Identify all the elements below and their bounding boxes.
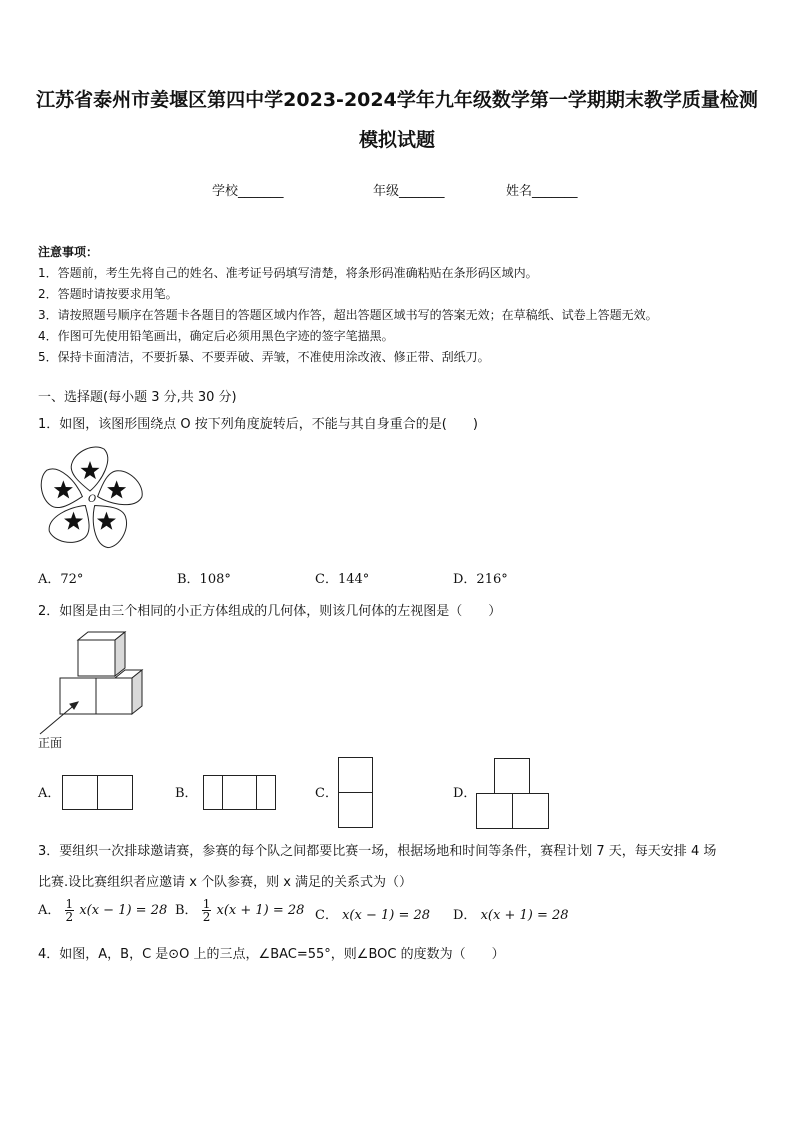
- fraction: $\frac{1}{2}$: [202, 897, 211, 924]
- q2-option-b[interactable]: B．: [175, 786, 198, 801]
- q3-option-label: C．: [315, 908, 338, 923]
- q2-option-a-figure: [62, 775, 134, 811]
- question-3-line2: 比赛.设比赛组织者应邀请 x 个队参赛，则 x 满足的关系式为（）: [38, 875, 413, 890]
- q3-option-c[interactable]: [315, 907, 430, 925]
- q2-option-d-figure: [476, 758, 550, 830]
- q3-option-d[interactable]: [453, 907, 569, 925]
- page-title: 江苏省泰州市姜堰区第四中学2023-2024学年九年级数学第一学期期末教学质量检测: [36, 89, 758, 111]
- q2-option-c-figure: [338, 757, 374, 829]
- q1-option-c[interactable]: C．144°: [315, 572, 370, 587]
- q1-option-b[interactable]: B．108°: [177, 572, 231, 587]
- cube-solid-figure: [38, 630, 158, 740]
- school-field: 学校_______: [212, 184, 284, 199]
- q2-option-b-figure: [203, 775, 277, 811]
- page-subtitle: 模拟试题: [358, 129, 435, 151]
- q1-option-d[interactable]: D．216°: [453, 572, 508, 587]
- pinwheel-figure: [38, 446, 142, 552]
- q2-option-a[interactable]: A．: [38, 786, 61, 801]
- q3-option-b[interactable]: [175, 898, 304, 923]
- center-point-label: O: [88, 494, 97, 505]
- fraction: $\frac{1}{2}$: [65, 897, 74, 924]
- notice-item: 4．作图可先使用铅笔画出，确定后必须用黑色字迹的签字笔描黑。: [38, 329, 394, 343]
- q2-option-d[interactable]: D．: [453, 786, 477, 801]
- question-4-text: 4．如图，A，B，C 是⊙O 上的三点，∠BAC=55°，则∠BOC 的度数为（ ）: [38, 947, 505, 962]
- notice-item: 1．答题前，考生先将自己的姓名、准考证号码填写清楚，将条形码准确粘贴在条形码区域内。: [38, 266, 538, 280]
- front-view-label: 正面: [38, 736, 63, 750]
- notice-item: 3．请按照题号顺序在答题卡各题目的答题区域内作答，超出答题区域书写的答案无效；在草稿纸、试卷上答题无效。: [38, 308, 658, 322]
- q3-option-expr: x(x + 1) = 28: [480, 908, 569, 923]
- q3-option-expr: x(x − 1) = 28: [79, 903, 168, 918]
- question-3-line1: 3．要组织一次排球邀请赛，参赛的每个队之间都要比赛一场，根据场地和时间等条件，赛程计划 7 天，每天安排 4 场: [38, 844, 717, 859]
- question-2-text: 2．如图是由三个相同的小正方体组成的几何体，则该几何体的左视图是（ ）: [38, 604, 502, 619]
- q1-option-a[interactable]: A．72°: [38, 572, 84, 587]
- section-heading: 一、选择题(每小题 3 分,共 30 分): [38, 390, 237, 405]
- question-1-text: 1．如图，该图形围绕点 O 按下列角度旋转后，不能与其自身重合的是( ): [38, 417, 478, 432]
- q3-option-label: D．: [453, 908, 477, 923]
- grade-field: 年级_______: [373, 184, 445, 199]
- q2-option-c[interactable]: C．: [315, 786, 338, 801]
- notice-item: 5．保持卡面清洁，不要折暴、不要弄破、弄皱，不准使用涂改液、修正带、刮纸刀。: [38, 350, 490, 364]
- q3-option-label: A．: [38, 903, 61, 918]
- q3-option-a[interactable]: [38, 898, 167, 923]
- notice-item: 2．答题时请按要求用笔。: [38, 287, 178, 301]
- notice-heading: 注意事项：: [38, 245, 99, 259]
- q3-option-label: B．: [175, 903, 198, 918]
- q3-option-expr: x(x − 1) = 28: [342, 908, 431, 923]
- name-field: 姓名_______: [506, 184, 578, 199]
- q3-option-expr: x(x + 1) = 28: [216, 903, 305, 918]
